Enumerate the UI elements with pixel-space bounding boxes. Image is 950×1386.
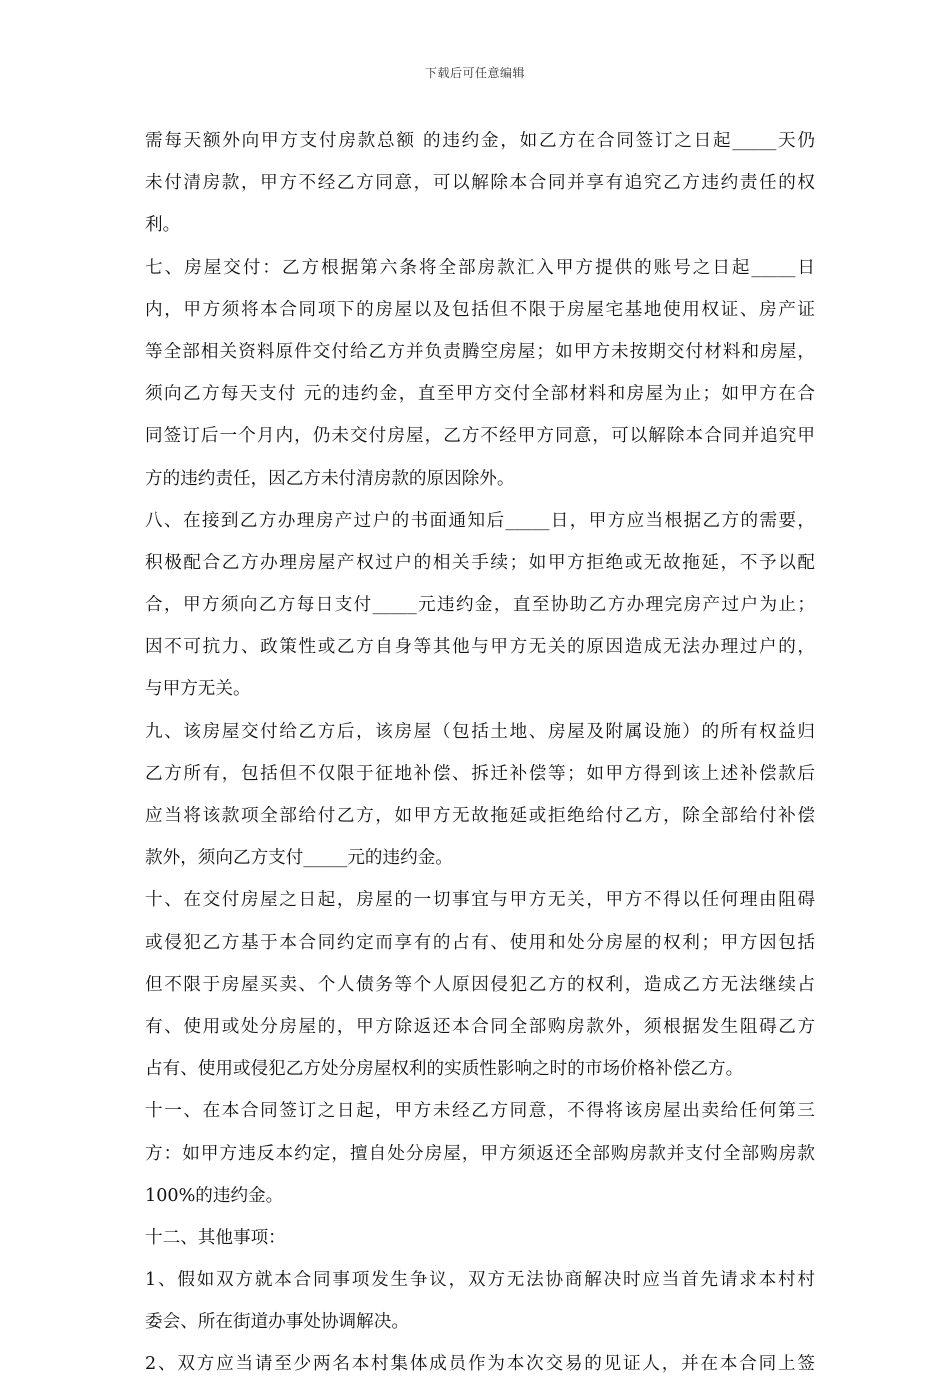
text-line: 因不可抗力、政策性或乙方自身等其他与甲方无关的原因造成无法办理过户的， xyxy=(145,637,815,658)
text-line: 未付清房款，甲方不经乙方同意，可以解除本合同并享有追究乙方违约责任的权 xyxy=(145,173,815,194)
text-line: 须向乙方每天支付 元的违约金，直至甲方交付全部材料和房屋为止；如甲方在合 xyxy=(145,384,815,405)
text-line: 有、使用或处分房屋的，甲方除返还本合同全部购房款外，须根据发生阻碍乙方 xyxy=(145,1016,815,1037)
page-header: 下载后可任意编辑 xyxy=(424,66,525,80)
text-line: 十二、其他事项： xyxy=(145,1227,286,1248)
text-line: 委会、所在街道办事处协调解决。 xyxy=(145,1312,409,1333)
text-line: 方的违约责任，因乙方未付清房款的原因除外。 xyxy=(145,468,515,489)
text-line: 乙方所有，包括但不仅限于征地补偿、拆迁补偿等；如甲方得到该上述补偿款后 xyxy=(145,763,815,784)
text-line: 但不限于房屋买卖、个人债务等个人原因侵犯乙方的权利，造成乙方无法继续占 xyxy=(145,974,815,995)
text-line: 方：如甲方违反本约定，擅自处分房屋，甲方须返还全部购房款并支付全部购房款 xyxy=(145,1143,815,1164)
text-line: 应当将该款项全部给付乙方，如甲方无故拖延或拒绝给付乙方，除全部给付补偿 xyxy=(145,806,815,826)
text-line: 十一、在本合同签订之日起，甲方未经乙方同意，不得将该房屋出卖给任何第三 xyxy=(145,1101,815,1122)
text-line: 需每天额外向甲方支付房款总额 的违约金，如乙方在合同签订之日起_____天仍 xyxy=(145,131,815,151)
text-line: 积极配合乙方办理房屋产权过户的相关手续；如甲方拒绝或无故拖延，不予以配 xyxy=(145,552,815,573)
text-line: 占有、使用或侵犯乙方处分房屋权利的实质性影响之时的市场价格补偿乙方。 xyxy=(145,1059,744,1080)
text-line: 八、在接到乙方办理房产过户的书面通知后_____日，甲方应当根据乙方的需要， xyxy=(145,510,815,531)
text-line: 100%的违约金。 xyxy=(145,1185,284,1206)
text-line: 等全部相关资料原件交付给乙方并负责腾空房屋；如甲方未按期交付材料和房屋， xyxy=(145,341,815,362)
text-line: 利。 xyxy=(145,215,181,236)
text-line: 九、该房屋交付给乙方后，该房屋（包括土地、房屋及附属设施）的所有权益归 xyxy=(145,721,815,742)
text-line: 款外，须向乙方支付_____元的违约金。 xyxy=(145,848,453,869)
text-line: 2、双方应当请至少两名本村集体成员作为本次交易的见证人，并在本合同上签 xyxy=(145,1354,815,1375)
text-line: 合，甲方须向乙方每日支付_____元违约金，直至协助乙方办理完房产过户为止； xyxy=(145,595,815,616)
text-line: 1、假如双方就本合同事项发生争议，双方无法协商解决时应当首先请求本村村 xyxy=(145,1270,815,1291)
text-line: 内，甲方须将本合同项下的房屋以及包括但不限于房屋宅基地使用权证、房产证 xyxy=(145,299,815,320)
text-line: 十、在交付房屋之日起，房屋的一切事宜与甲方无关，甲方不得以任何理由阻碍 xyxy=(145,890,815,911)
text-line: 同签订后一个月内，仍未交付房屋，乙方不经甲方同意，可以解除本合同并追究甲 xyxy=(145,426,815,447)
text-line: 与甲方无关。 xyxy=(145,679,251,700)
document-body xyxy=(145,120,815,1386)
text-line: 或侵犯乙方基于本合同约定而享有的占有、使用和处分房屋的权利；甲方因包括 xyxy=(145,932,815,953)
text-line: 七、房屋交付：乙方根据第六条将全部房款汇入甲方提供的账号之日起_____日 xyxy=(145,257,815,278)
